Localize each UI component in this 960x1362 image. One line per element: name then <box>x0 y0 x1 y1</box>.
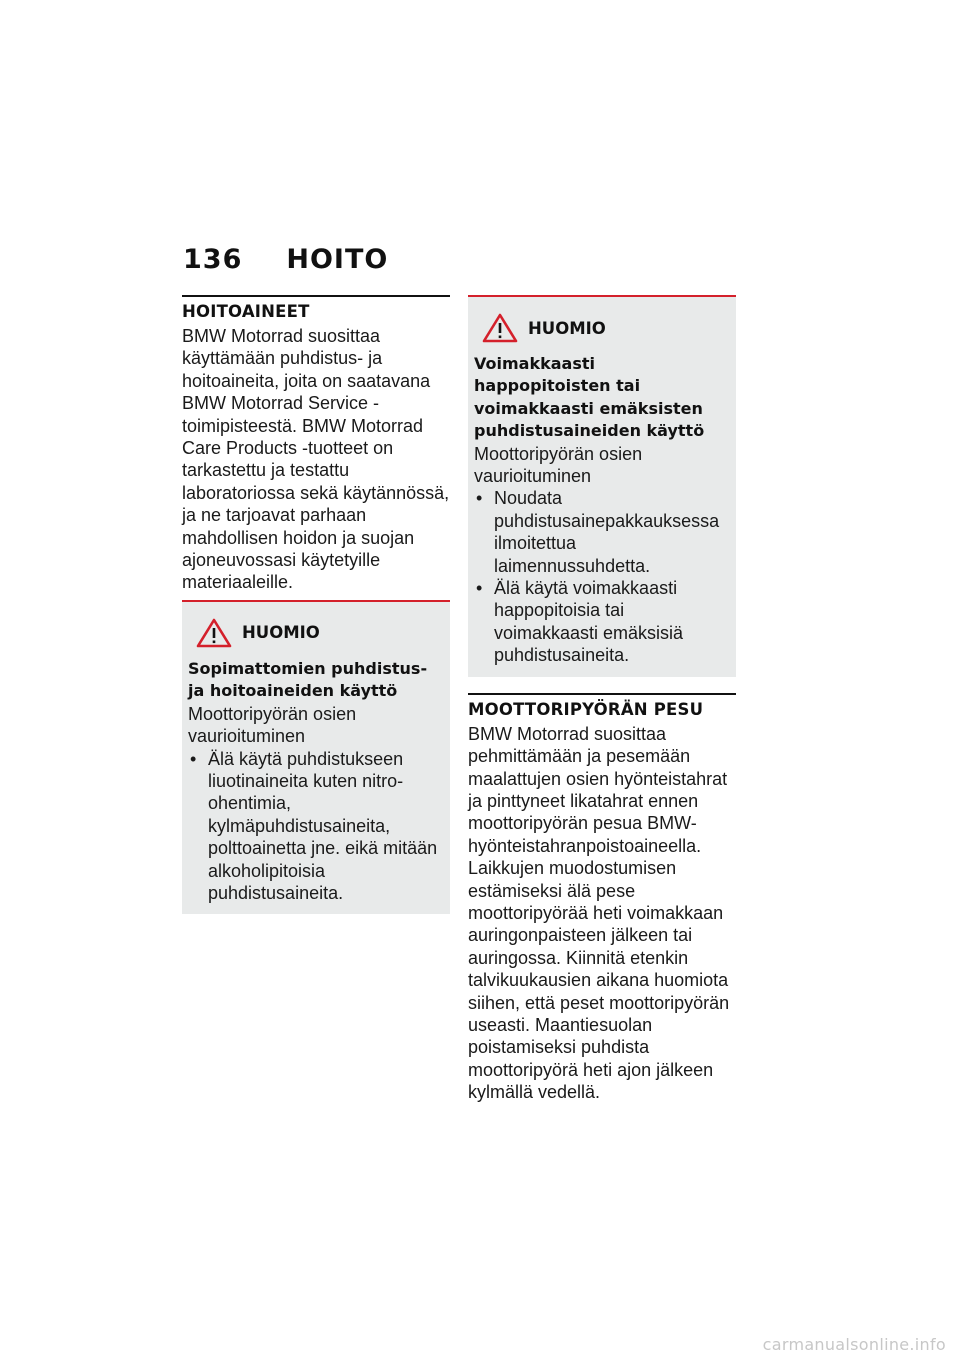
notice-label: HUOMIO <box>242 623 320 643</box>
notice-label: HUOMIO <box>528 318 606 338</box>
page-number: 136 <box>183 244 243 275</box>
notice-title: Sopimattomien puhdistus- ja hoitoaineiden käyttö <box>188 658 428 701</box>
notice-title: Voimakkaasti happopitoisten tai voimakkaasti emäksisten puhdistusaineiden käyttö <box>474 354 705 441</box>
section-title-hoitoaineet: HOITOAINEET <box>182 295 450 321</box>
section-body-pesu: BMW Motorrad suosittaa pehmittämään ja pesemään maalattujen osien hyönteistahrat ja pinttyneet likatahrat ennen moottoripyörän pesua BMW-hyönteistahranpoistoaineella. Laikkujen muodostumisen estämiseksi älä pese moottoripyörää heti voimakkaan auringonpaisteen jälkeen tai auringossa. Kiinnitä etenkin talvikuukausien aikana huomiota siihen, että peset moottoripyörän useasti. Maantiesuolan poistamiseksi puhdista moottoripyörä heti ajon jälkeen kylmällä vedellä. <box>468 723 730 1103</box>
notice-bullet: • Älä käytä puhdistukseen liuotinaineita kuten nitro-ohentimia, kylmäpuhdistusaineita, polttoainetta jne. eikä mitään alkoholipitoisia puhdistusaineita. <box>188 748 442 905</box>
notice-bullet: • Älä käytä voimakkaasti happopitoisia tai voimakkaasti emäksisiä puhdistusaineita. <box>474 577 728 667</box>
notice-bullet-list <box>188 748 442 905</box>
chapter-title: HOITO <box>286 244 389 275</box>
warning-triangle-icon <box>196 618 232 648</box>
notice-bullet: • Noudata puhdistusainepakkauksessa ilmoitettua laimennussuhdetta. <box>474 487 728 577</box>
notice-bullet-list <box>474 487 728 666</box>
section-title-pesu: MOOTTORIPYÖRÄN PESU <box>468 693 736 719</box>
right-column <box>468 295 736 1104</box>
notice-header <box>196 618 442 648</box>
left-column <box>182 295 450 914</box>
notice-consequence: Moottoripyörän osien vaurioituminen <box>188 703 357 747</box>
page-header <box>183 244 388 275</box>
warning-triangle-icon <box>482 313 518 343</box>
notice-box-left <box>182 602 450 914</box>
notice-consequence: Moottoripyörän osien vaurioituminen <box>474 443 643 487</box>
notice-box-right <box>468 297 736 677</box>
notice-header <box>482 313 728 343</box>
watermark: carmanualsonline.info <box>762 1335 946 1354</box>
section-body-hoitoaineet: BMW Motorrad suosittaa käyttämään puhdistus- ja hoitoaineita, joita on saatavana BMW Motorrad Service -toimipisteestä. BMW Motorrad Care Products -tuotteet on tarkastettu ja testattu laboratoriossa sekä käytännössä, ja ne tarjoavat parhaan mahdollisen hoidon ja suojan ajoneuvossasi käytetyille materiaaleille. <box>182 326 450 593</box>
